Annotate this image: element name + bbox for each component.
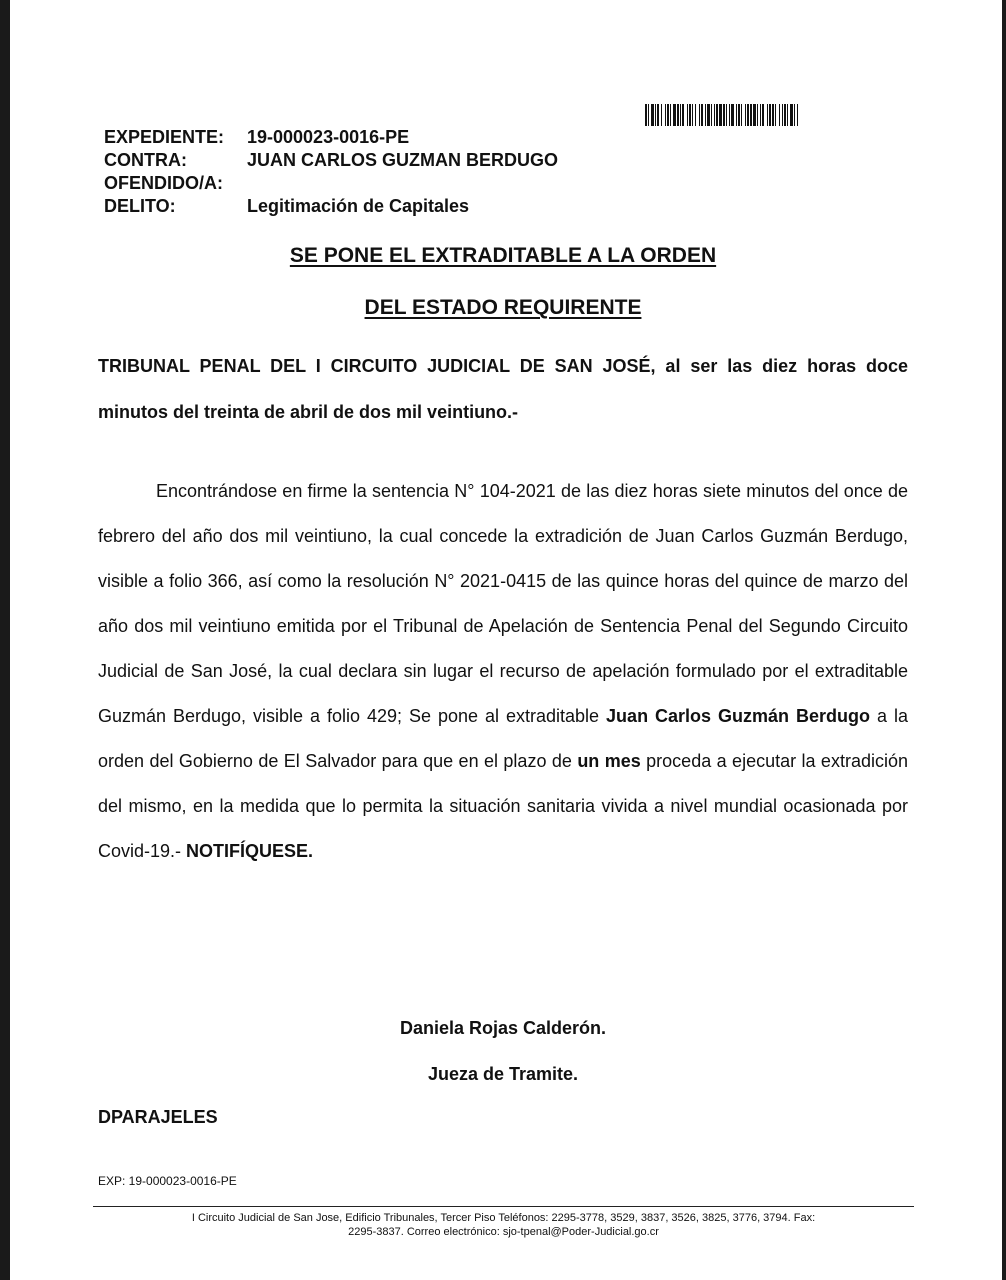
document-title-line1: SE PONE EL EXTRADITABLE A LA ORDEN — [289, 244, 717, 267]
expediente-label: EXPEDIENTE: — [104, 127, 225, 147]
case-header — [104, 126, 558, 218]
notify-word: NOTIFÍQUESE. — [186, 841, 314, 861]
body-text-3: proceda a ejecutar la extradición del mismo, en la medida que lo permita la situación sanitaria vivida a nivel mundial ocasionada por Covid-19.- — [98, 751, 908, 861]
contra-row — [104, 149, 558, 172]
footer-line1: I Circuito Judicial de San Jose, Edificio Tribunales, Tercer Piso Teléfonos: 2295-3778, 3529, 3837, 3526, 3825, 3776, 3794. Fax: — [191, 1212, 816, 1224]
footer-divider — [93, 1206, 914, 1207]
resolution-body — [98, 469, 908, 874]
ofendido-row — [104, 172, 558, 195]
court-intro: TRIBUNAL PENAL DEL I CIRCUITO JUDICIAL DE SAN JOSÉ, al ser las diez horas doce minutos del treinta de abril de dos mil veintiuno.- — [98, 356, 908, 422]
document-title-line2: DEL ESTADO REQUIRENTE — [364, 296, 642, 319]
body-text-2: a la orden del Gobierno de El Salvador para que en el plazo de — [98, 706, 908, 771]
expediente-value: 19-000023-0016-PE — [247, 127, 410, 147]
contra-value: JUAN CARLOS GUZMAN BERDUGO — [247, 150, 559, 170]
extraditable-name: Juan Carlos Guzmán Berdugo — [606, 706, 871, 726]
resolution-paragraph — [98, 469, 908, 874]
ofendido-label: OFENDIDO/A: — [104, 173, 223, 193]
barcode — [645, 104, 908, 126]
expediente-row — [104, 126, 558, 149]
barcode-bar — [797, 104, 798, 126]
exp-reference: EXP: 19-000023-0016-PE — [98, 1174, 237, 1188]
body-text-1: Encontrándose en firme la sentencia N° 104-2021 de las diez horas siete minutos del once de febrero del año dos mil veintiuno, la cual concede la extradición de Juan Carlos Guzmán Berdugo, visible a folio 366, así como la resolución N° 2021-0415 de las quince horas del quince de marzo del año dos mil veintiuno emitida por el Tribunal de Apelación de Sentencia Penal del Segundo Circuito Judicial de San José, la cual declara sin lugar el recurso de apelación formulado por el extraditable Guzmán Berdugo, visible a folio 429; Se pone al extraditable — [98, 481, 908, 726]
clerk-initials: DPARAJELES — [98, 1107, 218, 1127]
delito-value: Legitimación de Capitales — [247, 196, 470, 216]
term-period: un mes — [577, 751, 641, 771]
delito-label: DELITO: — [104, 196, 176, 216]
contra-label: CONTRA: — [104, 150, 187, 170]
footer — [93, 1211, 914, 1239]
judge-name: Daniela Rojas Calderón. — [399, 1018, 607, 1038]
judge-role: Jueza de Tramite. — [427, 1064, 579, 1084]
footer-line2: 2295-3837. Correo electrónico: sjo-tpenal@Poder-Judicial.go.cr — [348, 1226, 659, 1238]
delito-row — [104, 195, 558, 218]
